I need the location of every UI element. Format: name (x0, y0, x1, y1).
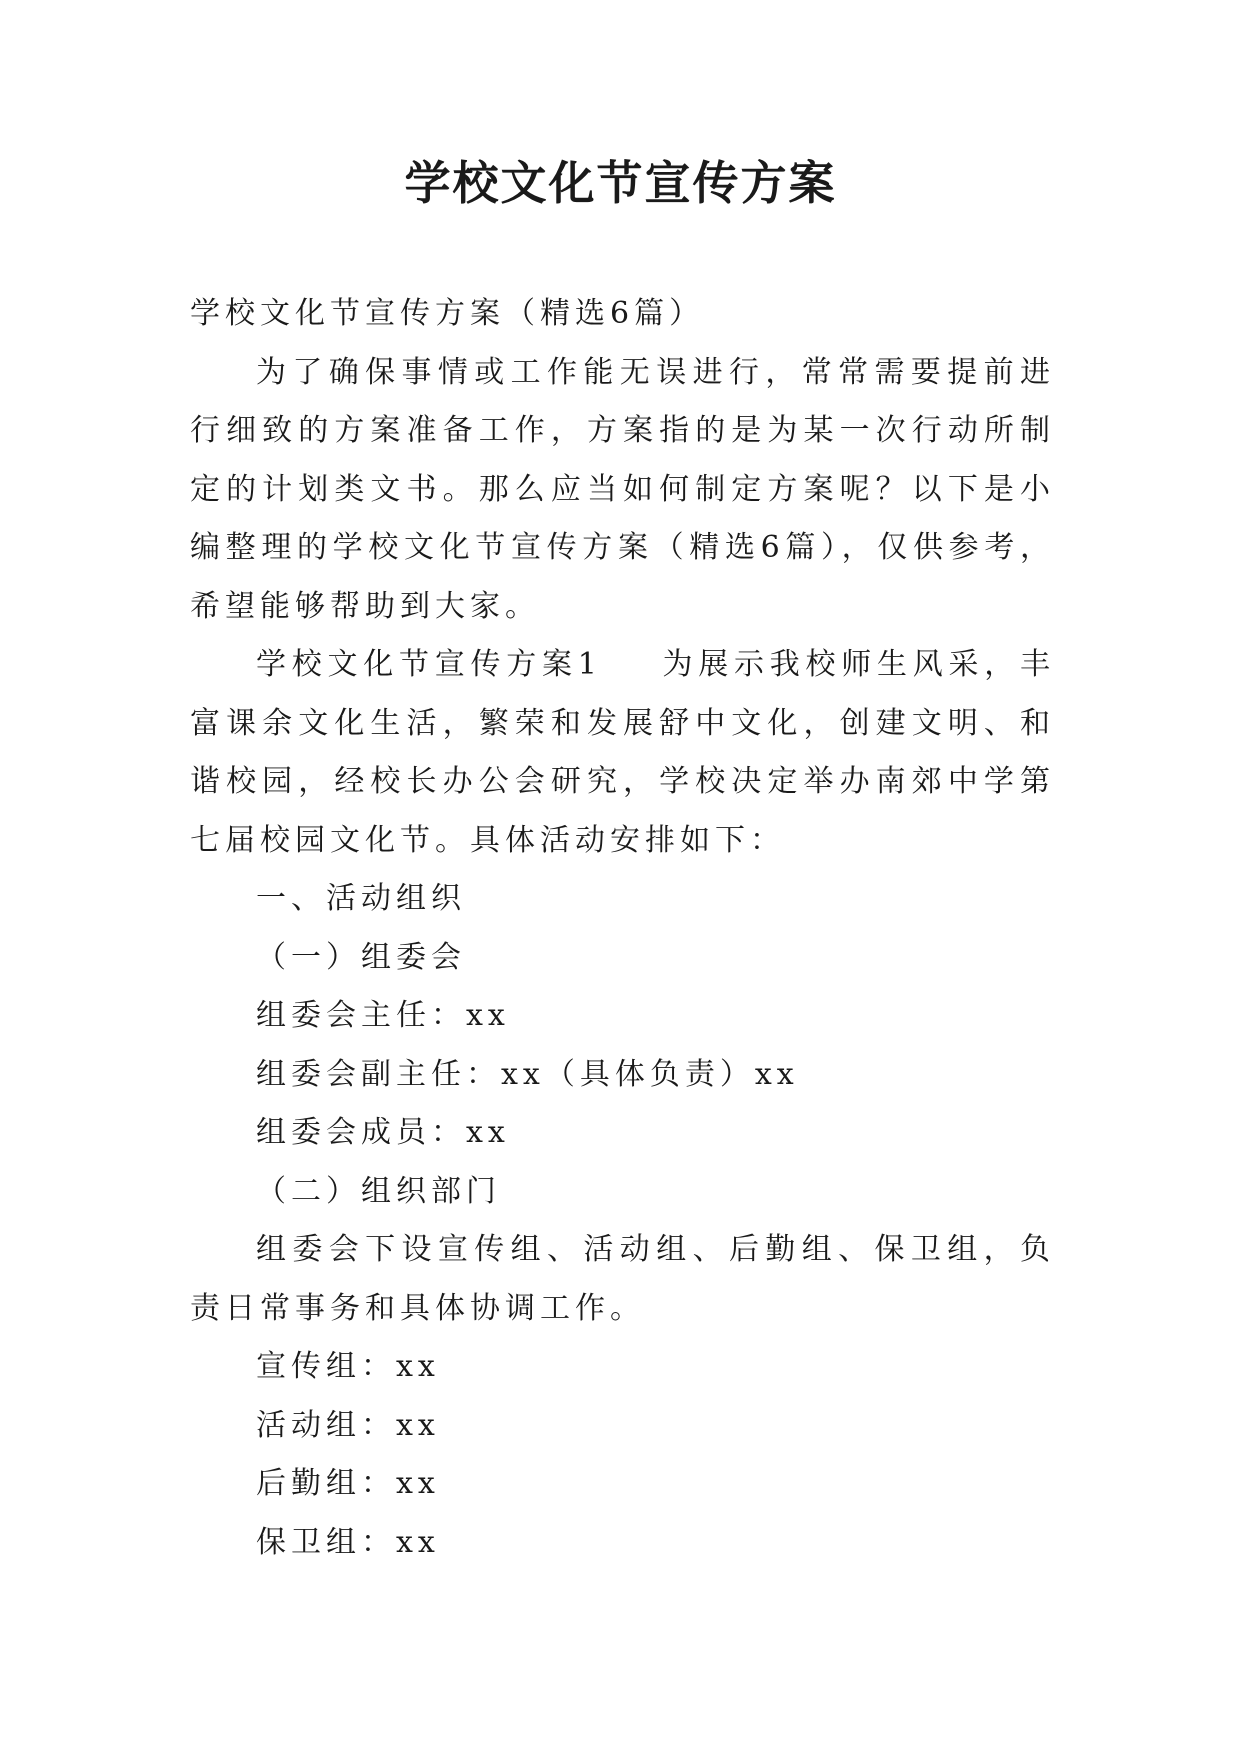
document-title: 学校文化节宣传方案 (404, 156, 837, 210)
committee-members: 组委会成员：xx (256, 1115, 510, 1150)
publicity-group: 宣传组：xx (256, 1349, 440, 1384)
plan1-heading: 学校文化节宣传方案1 (256, 647, 602, 682)
activity-group: 活动组：xx (256, 1407, 440, 1443)
logistics-group: 后勤组：xx (256, 1466, 440, 1501)
section-heading: 一、活动组织 (256, 881, 466, 916)
security-group: 保卫组：xx (256, 1524, 440, 1560)
subsection-heading: （一）组委会 (256, 939, 466, 975)
committee-director: 组委会主任：xx (256, 998, 510, 1033)
subsection-heading: （二）组织部门 (256, 1173, 501, 1209)
departments-paragraph: 组委会下设宣传组、活动组、后勤组、保卫组，负责日常事务和具体协调工作。 (190, 1232, 1055, 1326)
committee-deputy-director: 组委会副主任：xx（具体负责）xx (256, 1056, 799, 1092)
document-body (190, 285, 1055, 1572)
document-subtitle: 学校文化节宣传方案（精选6篇） (190, 296, 705, 331)
plan1-paragraph (190, 636, 1055, 870)
plan1-body: 为展示我校师生风采，丰富课余文化生活，繁荣和发展舒中文化，创建文明、和谐校园，经校长办公会研究，学校决定举办南郊中学第七届校园文化节。具体活动安排如下： (190, 647, 1055, 858)
intro-paragraph: 为了确保事情或工作能无误进行，常常需要提前进行细致的方案准备工作，方案指的是为某一次行动所制定的计划类文书。那么应当如何制定方案呢？以下是小编整理的学校文化节宣传方案（精选6篇），仅供参考，希望能够帮助到大家。 (190, 354, 1055, 624)
